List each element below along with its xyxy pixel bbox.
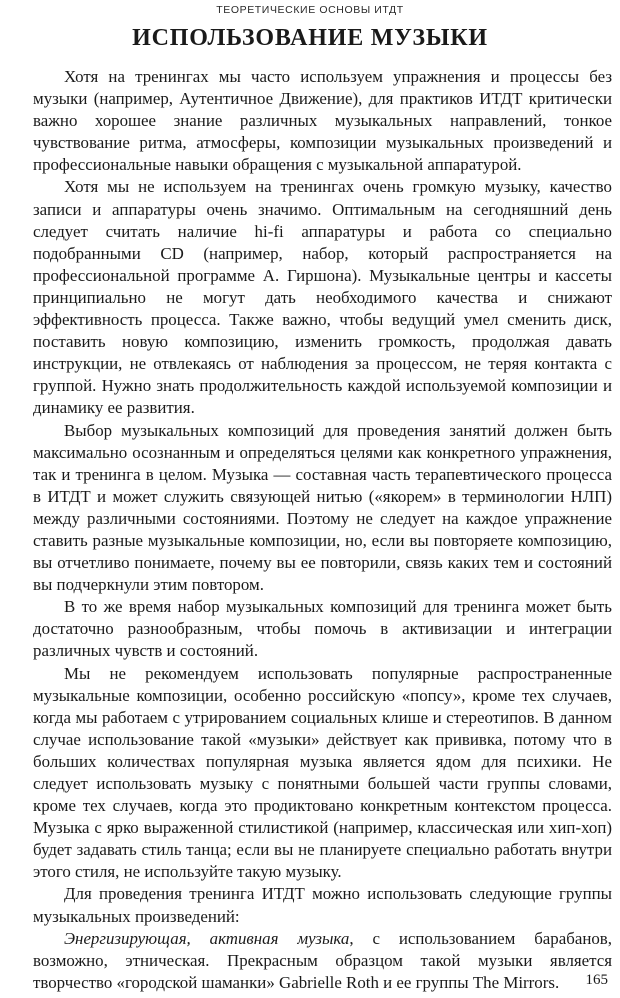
- body-text: [33, 66, 612, 994]
- paragraph: Хотя мы не используем на тренингах очень громкую музыку, качество записи и аппаратуры очень значимо. Оптимальным на сегодняшний день следует считать наличие hi-fi аппаратуры и работа со специально подобранными CD (например, набор, который распространяется на профессиональной программе А. Гиршона). Музыкальные центры и кассеты принципиально не могут дать необходимого качества и снижают эффективность процесса. Также важно, чтобы ведущий умел сменить диск, поставить новую композицию, изменить громкость, продолжая давать инструкции, не отвлекаясь от наблюдения за процессом, не теряя контакта с группой. Нужно знать продолжительность каждой используемой композиции и динамику ее развития.: [33, 177, 612, 418]
- paragraph-music-group: [33, 928, 612, 994]
- paragraph: Мы не рекомендуем использовать популярные распространенные музыкальные композиции, особенно российскую «попсу», кроме тех случаев, когда мы работаем с утрированием социальных клише и стереотипов. В данном случае использование такой «музыки» действует как прививка, потому что в больших количествах популярная музыка является ядом для психики. Не следует использовать музыку с понятными большей части группы словами, кроме тех случаев, когда это продиктовано конкретным контекстом процесса. Музыка с ярко выраженной стилистикой (например, классическая или хип-хоп) будет задавать стиль танца; если вы не планируете специально работать внутри этого стиля, не используйте такую музыку.: [33, 663, 612, 882]
- paragraph-text: , с использованием барабанов, возможно, этническая. Прекрасным образцом такой музыки является творчество «городской шаманки» Gabrielle Roth и ее группы The Mirrors.: [33, 928, 613, 992]
- paragraph: Для проведения тренинга ИТДТ можно использовать следующие группы музыкальных произведений:: [33, 884, 612, 926]
- paragraph: В то же время набор музыкальных композиций для тренинга может быть достаточно разнообразным, чтобы помочь в активизации и интеграции различных чувств и состояний.: [33, 597, 612, 661]
- italic-term: Энергизирующая, активная музыка: [64, 928, 350, 948]
- page-number: 165: [585, 972, 608, 988]
- paragraph: Хотя на тренингах мы часто используем упражнения и процессы без музыки (например, Аутентичное Движение), для практиков ИТДТ критически важно хорошее знание различных музыкальных направлений, тонкое чувствование ритма, атмосферы, композиции музыкальных произведений и профессиональные навыки обращения с музыкальной аппаратурой.: [33, 67, 612, 175]
- section-title: ИСПОЛЬЗОВАНИЕ МУЗЫКИ: [132, 25, 488, 51]
- running-head: ТЕОРЕТИЧЕСКИЕ ОСНОВЫ ИТДТ: [216, 4, 404, 16]
- paragraph: Выбор музыкальных композиций для проведения занятий должен быть максимально осознанным и определяться целями как конкретного упражнения, так и тренинга в целом. Музыка — составная часть терапевтического процесса в ИТДТ и может служить связующей нитью («якорем» в терминологии НЛП) между различными состояниями. Поэтому не следует на каждое упражнение ставить разные музыкальные композиции, но, если вы повторяете композицию, вы отчетливо понимаете, почему вы ее повторили, связь каких тем и состояний вы подчеркнули этим повтором.: [33, 420, 612, 595]
